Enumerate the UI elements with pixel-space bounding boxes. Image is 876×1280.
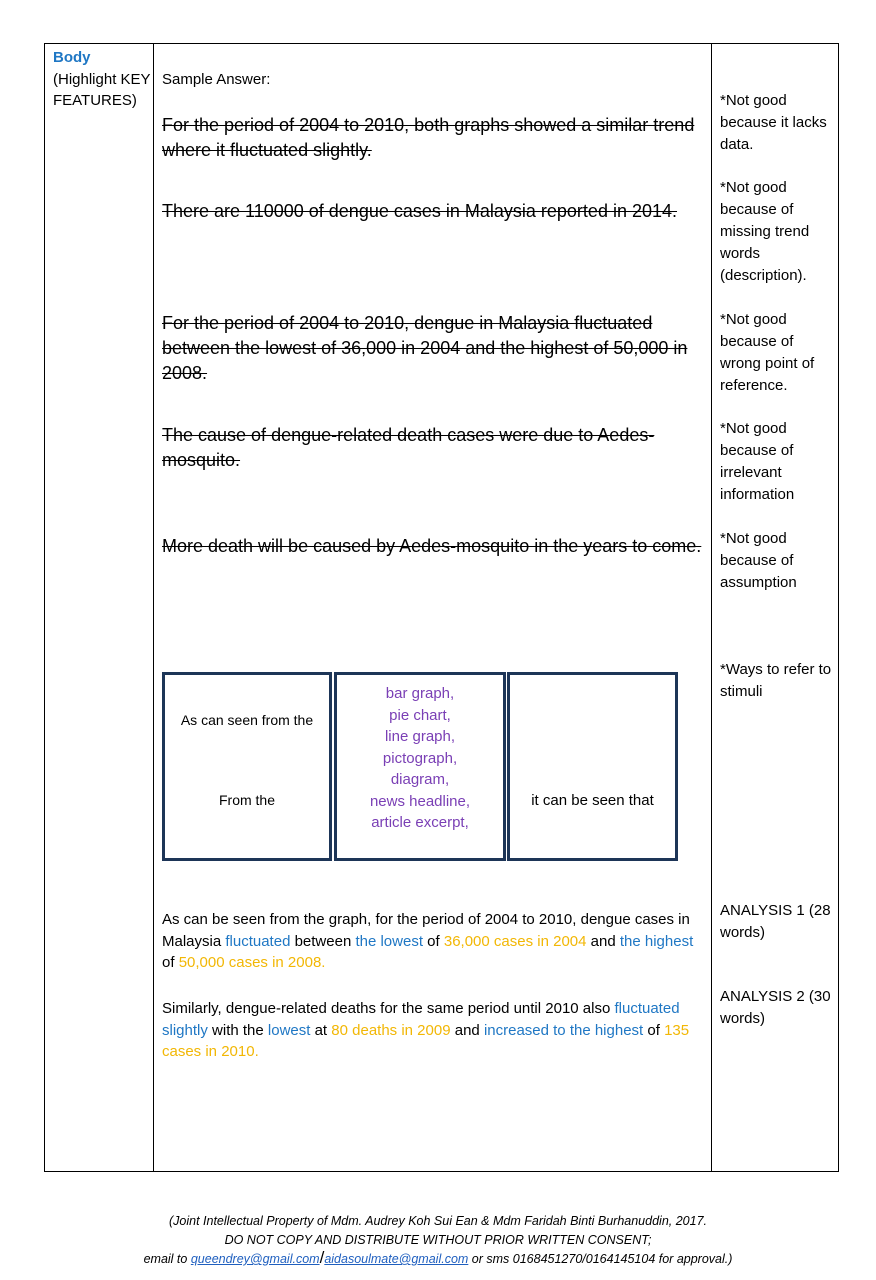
note-4: *Not good because of irrelevant information <box>720 420 795 503</box>
email-separator: / <box>319 1248 325 1267</box>
text-run: and <box>450 1021 484 1039</box>
stimuli-type: pictograph, <box>382 749 458 767</box>
stimuli-box-conclusion <box>507 672 678 861</box>
stimuli-phrase-3: it can be seen that <box>531 792 654 809</box>
footer-email-prefix: email to <box>143 1252 191 1266</box>
analysis-2-label: ANALYSIS 2 (30 words) <box>720 988 831 1027</box>
text-run: As can be seen from the graph, for the period of 2004 to 2010, dengue cases in Malaysia <box>162 911 690 950</box>
data-value: 80 deaths in 2009 <box>331 1021 451 1039</box>
text-run: of <box>162 954 179 971</box>
keyword: fluctuated <box>225 932 291 950</box>
section-subtitle: (Highlight KEY FEATURES) <box>53 70 151 109</box>
text-run: at <box>310 1021 332 1039</box>
keyword: lowest <box>267 1021 311 1039</box>
text-run: of <box>423 932 444 950</box>
analysis-1-label: ANALYSIS 1 (28 words) <box>720 902 831 941</box>
footer-sms-text: or sms 0168451270/0164145104 for approval.) <box>468 1252 733 1266</box>
stimuli-type: pie chart, <box>389 706 451 724</box>
email-link-2[interactable]: aidasoulmate@gmail.com <box>324 1252 469 1266</box>
note-1: *Not good because it lacks data. <box>720 92 827 153</box>
stimuli-type: article excerpt, <box>371 814 469 831</box>
note-5: *Not good because of assumption <box>720 530 797 591</box>
copyright-footer <box>0 1212 876 1269</box>
bad-example-3: For the period of 2004 to 2010, dengue in Malaysia fluctuated between the lowest of 36,000 in 2004 and the highest of 50,000 in 2008. <box>162 313 688 383</box>
analysis-2-paragraph <box>162 998 702 1063</box>
keyword: the lowest <box>355 932 423 950</box>
data-value: 36,000 cases in 2004 <box>443 932 587 950</box>
stimuli-phrase-2: From the <box>218 792 275 808</box>
text-run: between <box>290 932 356 950</box>
stimuli-type: bar graph, <box>385 685 455 702</box>
note-2: *Not good because of missing trend words (description). <box>720 179 810 284</box>
stimuli-type: news headline, <box>369 792 471 810</box>
column-divider <box>711 44 712 1171</box>
data-value: 50,000 cases in 2008. <box>178 954 326 971</box>
note-3: *Not good because of wrong point of reference. <box>720 311 815 394</box>
footer-line-2: DO NOT COPY AND DISTRIBUTE WITHOUT PRIOR WRITTEN CONSENT; <box>224 1232 652 1247</box>
stimuli-type: line graph, <box>384 728 456 745</box>
text-run: with the <box>207 1021 268 1039</box>
keyword: the highest <box>619 932 694 950</box>
sample-answer-label: Sample Answer: <box>162 71 271 88</box>
text-run: of <box>643 1021 665 1039</box>
data-value: 135 cases in 2010. <box>162 1021 690 1060</box>
bad-example-1: For the period of 2004 to 2010, both graphs showed a similar trend where it fluctuated slightly. <box>162 115 695 160</box>
keyword: increased to the highest <box>483 1021 644 1039</box>
bad-example-5: More death will be caused by Aedes-mosquito in the years to come. <box>162 536 702 556</box>
note-stimuli: *Ways to refer to stimuli <box>720 661 832 700</box>
stimuli-phrase-1: As can seen from the <box>180 712 314 728</box>
stimuli-box-types <box>334 672 506 861</box>
section-title: Body <box>53 49 91 66</box>
analysis-1-paragraph <box>162 909 702 974</box>
text-run: and <box>586 932 620 950</box>
column-divider <box>153 44 154 1171</box>
keyword: fluctuated slightly <box>162 1000 680 1039</box>
footer-line-3 <box>0 1249 876 1269</box>
bad-example-2: There are 110000 of dengue cases in Malaysia reported in 2014. <box>162 201 678 221</box>
stimuli-type-list <box>337 683 503 834</box>
email-link-1[interactable]: queendrey@gmail.com <box>190 1252 320 1266</box>
bad-example-4: The cause of dengue-related death cases were due to Aedes-mosquito. <box>162 425 655 470</box>
section-label <box>53 47 153 112</box>
stimuli-box-intro <box>162 672 332 861</box>
stimuli-type: diagram, <box>390 771 450 788</box>
footer-line-1: (Joint Intellectual Property of Mdm. Audrey Koh Sui Ean & Mdm Faridah Binti Burhanuddin, 2017. <box>168 1214 707 1228</box>
text-run: Similarly, dengue-related deaths for the same period until 2010 also <box>162 1000 615 1017</box>
